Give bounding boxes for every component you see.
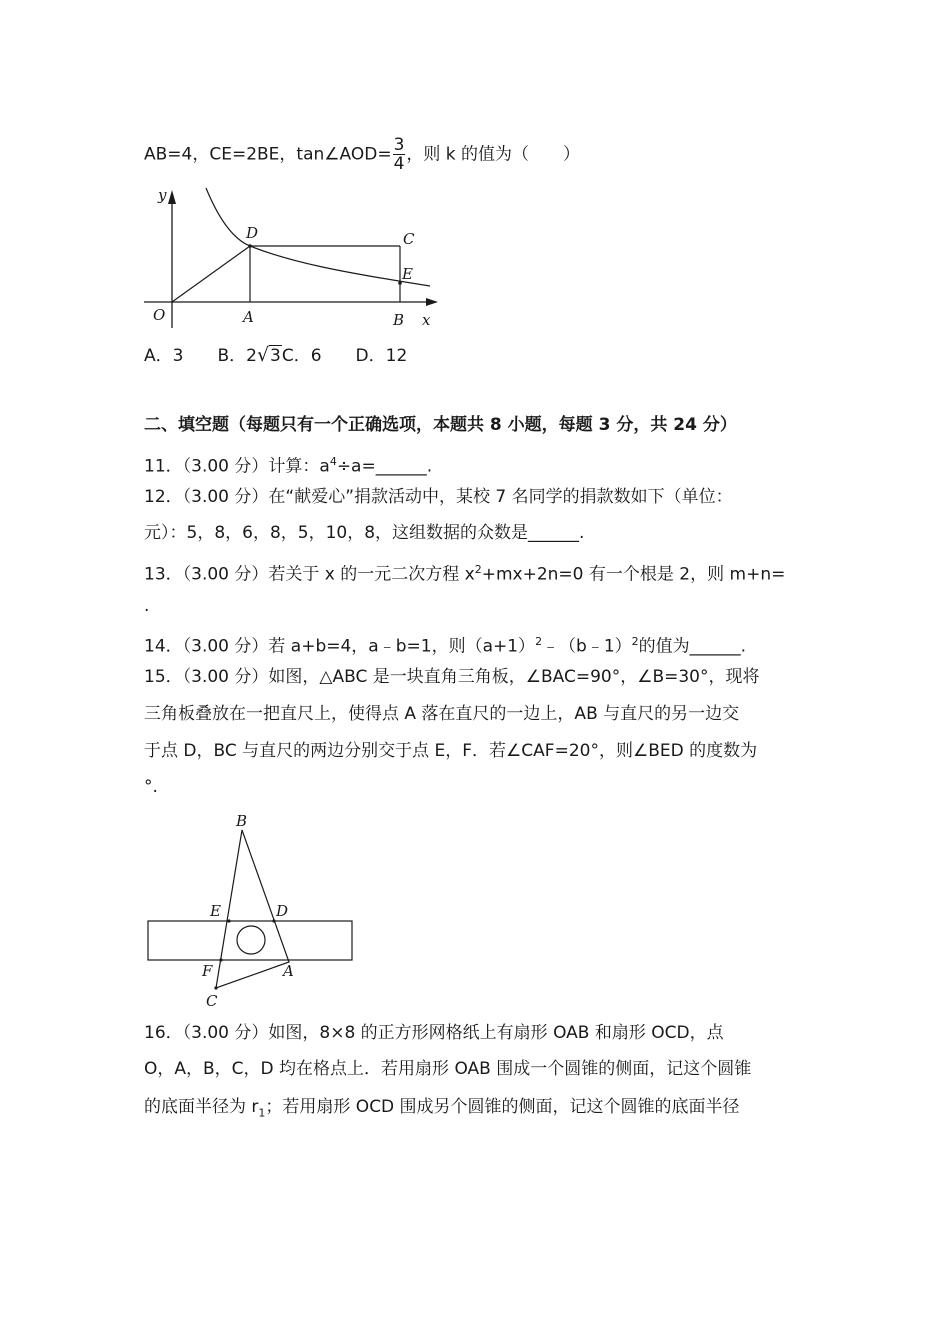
q14-text-a: 14．（3.00 分）若 a+b=4，a﹣b=1，则（a+1） [144,636,536,657]
q15-line1: 15．（3.00 分）如图，△ABC 是一块直角三角板，∠BAC=90°，∠B=30°，现将 [144,667,760,687]
fig-label-b: B [236,812,248,830]
q10-options-b: C．6 D．12 [281,346,408,366]
label-y: y [158,186,167,204]
ruler-hole [237,926,265,954]
sqrt-icon: √ [256,344,270,366]
q13-text-a: 13．（3.00 分）若关于 x 的一元二次方程 x [144,564,475,585]
q11-text-b: ÷a=______. [336,456,433,477]
label-b: B [393,311,405,329]
y-axis-arrow [168,190,176,204]
q10-fraction [393,136,406,173]
q11-line [144,450,432,479]
q10-stem-text-b: ，则 k 的值为（ ） [406,144,581,165]
q10-fraction-denominator: 4 [393,154,405,174]
q13-line2: . [144,596,150,616]
label-o: O [153,306,166,324]
q10-sqrt [257,343,282,368]
q14-text-c: 的值为______. [638,636,747,657]
q12-line1: 12．（3.00 分）在“献爱心”捐款活动中，某校 7 名同学的捐款数如下（单位： [144,487,733,507]
hyperbola-curve [206,188,430,286]
q10-options [144,343,407,368]
q14-sup1: 2 [535,635,543,648]
q15-line4: °. [144,777,158,797]
point-e-dot [227,919,230,922]
fig-label-f: F [202,962,213,980]
q14-text-b: ﹣（b﹣1） [542,636,632,657]
q10-options-a: A．3 B．2 [144,346,257,366]
q15-line3: 于点 D，BC 与直尺的两边分别交于点 E，F．若∠CAF=20°，则∠BED 的度数为 [144,741,758,761]
q10-fraction-numerator: 3 [393,135,405,155]
q13-sup: 2 [474,563,482,576]
point-d-dot [248,244,252,248]
point-f-dot [219,958,222,961]
q16-line1: 16．（3.00 分）如图，8×8 的正方形网格纸上有扇形 OAB 和扇形 OCD，点 [144,1023,724,1043]
q15-line2: 三角板叠放在一把直尺上，使得点 A 落在直尺的一边上，AB 与直尺的另一边交 [144,704,740,724]
label-d: D [246,224,259,242]
q12-line2: 元）：5，8，6，8，5，10，8，这组数据的众数是______. [144,523,585,543]
q13-line1 [144,558,785,587]
fig-label-c: C [206,992,218,1010]
q16-sub: 1 [258,1106,266,1120]
q11-sup: 4 [329,455,337,468]
q10-stem-line [144,136,580,173]
point-c-dot [214,986,217,989]
label-c: C [403,230,415,248]
fig-label-d: D [276,902,289,920]
q10-sqrt-arg: 3 [270,346,281,366]
q11-text-a: 11．（3.00 分）计算：a [144,456,330,477]
x-axis-arrow [426,298,438,306]
fig-label-e: E [210,902,221,920]
q10-stem-text-a: AB=4，CE=2BE，tan∠AOD= [144,144,392,165]
q14-line [144,630,746,659]
segment-od [172,246,250,302]
q16-line2: O，A，B，C，D 均在格点上．若用扇形 OAB 围成一个圆锥的侧面，记这个圆锥 [144,1059,752,1079]
section-heading: 二、填空题（每题只有一个正确选项，本题共 8 小题，每题 3 分，共 24 分） [144,415,737,435]
label-a: A [243,308,254,326]
q10-function-graph [140,182,450,330]
q16-line3 [144,1095,740,1125]
q13-text-b: +mx+2n=0 有一个根是 2，则 m+n= [481,564,786,585]
label-e: E [402,265,413,283]
fig-label-a: A [283,962,294,980]
q15-triangle-ruler-figure [140,810,360,1012]
q16-text-b: ；若用扇形 OCD 围成另个圆锥的侧面，记这个圆锥的底面半径 [265,1097,740,1117]
q16-text-a: 的底面半径为 r [144,1097,259,1117]
label-x: x [422,311,431,329]
q14-sup2: 2 [631,635,639,648]
